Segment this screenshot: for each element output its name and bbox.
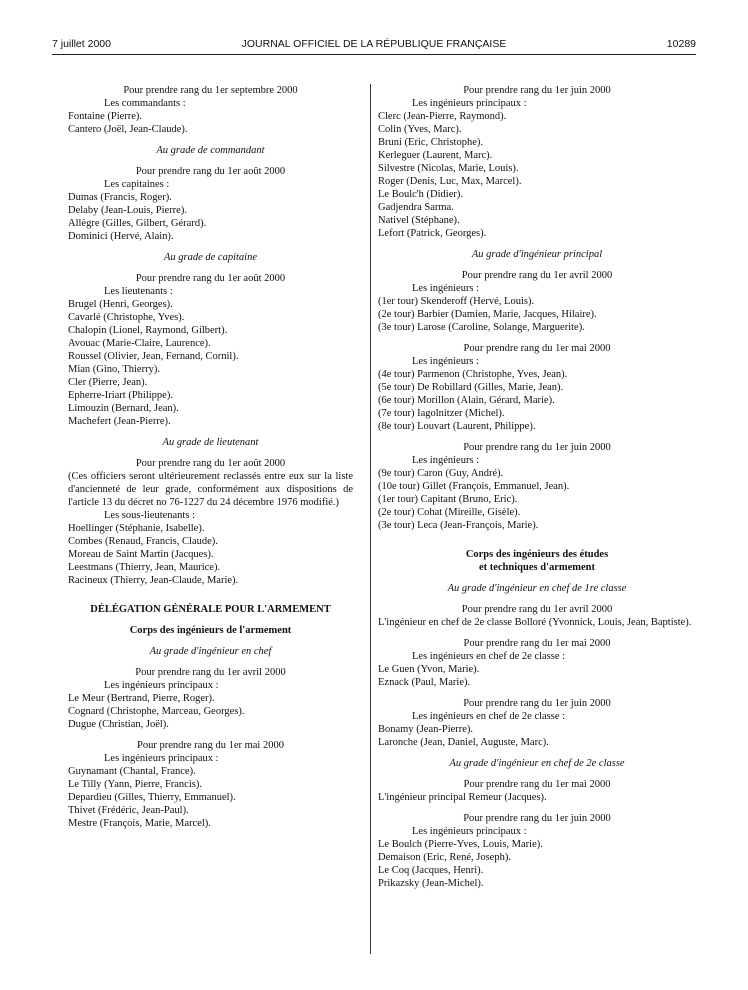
name-entry: (4e tour) Parmenon (Christophe, Yves, Jean). — [378, 369, 568, 380]
name-entry: Clerc (Jean-Pierre, Raymond). — [378, 111, 507, 122]
name-entry: Chalopin (Lionel, Raymond, Gilbert). — [68, 325, 228, 336]
name-entry: Allègre (Gilles, Gilbert, Gérard). — [68, 218, 207, 229]
rank-date-line: Pour prendre rang du 1er mai 2000 — [463, 343, 611, 354]
section-heading: et techniques d'armement — [478, 562, 596, 573]
name-entry: Nativel (Stéphane). — [378, 215, 460, 226]
name-entry: Roger (Denis, Luc, Max, Marcel). — [378, 176, 522, 187]
role-heading: Les commandants : — [104, 98, 186, 109]
journal-title: JOURNAL OFFICIEL DE LA RÉPUBLIQUE FRANÇAISE — [241, 38, 507, 50]
rank-date-line: Pour prendre rang du 1er juin 2000 — [463, 442, 611, 453]
section-heading: DÉLÉGATION GÉNÉRALE POUR L'ARMEMENT — [90, 604, 331, 615]
name-entry: Cler (Pierre, Jean). — [68, 377, 148, 388]
spacer — [68, 264, 353, 272]
role-heading: Les ingénieurs en chef de 2e classe : — [412, 651, 566, 662]
name-entry: Silvestre (Nicolas, Marie, Louis). — [378, 163, 519, 174]
spacer — [68, 243, 353, 251]
name-entry: Dugue (Christian, Joël). — [68, 719, 169, 730]
spacer — [378, 689, 696, 697]
rank-date-line: Pour prendre rang du 1er mai 2000 — [137, 740, 284, 751]
name-entry: L'ingénieur principal Remeur (Jacques). — [378, 792, 547, 803]
note-paragraph: (Ces officiers seront ultérieurement reclassés entre eux sur la liste d'ancienneté de leur grade, conformément aux dispositions de l'article 13 du décret no 76-1227 du 24 décembre 1976 modifié.) — [68, 471, 353, 508]
grade-heading: Au grade de commandant — [156, 145, 265, 156]
spacer — [68, 731, 353, 739]
name-entry: Moreau de Saint Martin (Jacques). — [68, 549, 214, 560]
name-entry: Le Meur (Bertrand, Pierre, Roger). — [68, 693, 215, 704]
name-entry: Dumas (Francis, Roger). — [68, 192, 172, 203]
name-entry: (1er tour) Skenderoff (Hervé, Louis). — [378, 296, 535, 307]
spacer — [68, 157, 353, 165]
spacer — [378, 261, 696, 269]
page-header — [52, 38, 696, 54]
role-heading: Les sous-lieutenants : — [104, 510, 195, 521]
section-heading: Corps des ingénieurs de l'armement — [129, 625, 292, 636]
spacer — [68, 616, 353, 624]
role-heading: Les ingénieurs principaux : — [412, 98, 527, 109]
rank-date-line: Pour prendre rang du 1er septembre 2000 — [123, 85, 298, 96]
section-heading: Corps des ingénieurs des études — [465, 549, 609, 560]
rank-date-line: Pour prendre rang du 1er août 2000 — [135, 166, 286, 177]
name-entry: Fontaine (Pierre). — [68, 111, 143, 122]
issue-date: 7 juillet 2000 — [52, 38, 111, 50]
spacer — [378, 804, 696, 812]
name-entry: Brugel (Henri, Georges). — [68, 299, 173, 310]
name-entry: Le Coq (Jacques, Henri). — [378, 865, 484, 876]
name-entry: Limouzin (Bernard, Jean). — [68, 403, 179, 414]
spacer — [378, 629, 696, 637]
name-entry: Delaby (Jean-Louis, Pierre). — [68, 205, 187, 216]
spacer — [378, 433, 696, 441]
name-entry: Combes (Renaud, Francis, Claude). — [68, 536, 218, 547]
name-entry: Mian (Gino, Thierry). — [68, 364, 160, 375]
rank-date-line: Pour prendre rang du 1er août 2000 — [135, 458, 286, 469]
name-entry: Gadjendra Sarma. — [378, 202, 454, 213]
name-entry: Le Boulch (Pierre-Yves, Louis, Marie). — [378, 839, 543, 850]
rank-date-line: Pour prendre rang du 1er avril 2000 — [461, 270, 613, 281]
grade-heading: Au grade d'ingénieur en chef — [149, 646, 272, 657]
name-entry: Roussel (Olivier, Jean, Fernand, Cornil). — [68, 351, 239, 362]
name-entry: Bonamy (Jean-Pierre). — [378, 724, 474, 735]
name-entry: Lefort (Patrick, Georges). — [378, 228, 487, 239]
spacer — [378, 240, 696, 248]
spacer — [68, 449, 353, 457]
name-entry: Epherre-Iriart (Philippe). — [68, 390, 173, 401]
role-heading: Les ingénieurs : — [412, 356, 480, 367]
rank-date-line: Pour prendre rang du 1er juin 2000 — [463, 85, 611, 96]
name-entry: Demaison (Eric, René, Joseph). — [378, 852, 511, 863]
rank-date-line: Pour prendre rang du 1er mai 2000 — [463, 638, 611, 649]
name-entry: Depardieu (Gilles, Thierry, Emmanuel). — [68, 792, 236, 803]
note-paragraph: L'ingénieur en chef de 2e classe Bolloré (Yvonnick, Louis, Jean, Baptiste). — [378, 617, 692, 628]
grade-heading: Au grade d'ingénieur principal — [471, 249, 603, 260]
spacer — [378, 540, 696, 548]
right-column — [378, 84, 696, 890]
grade-heading: Au grade de lieutenant — [162, 437, 259, 448]
role-heading: Les ingénieurs : — [412, 283, 480, 294]
name-entry: Le Tilly (Yann, Pierre, Francis). — [68, 779, 202, 790]
name-entry: Laronche (Jean, Daniel, Auguste, Marc). — [378, 737, 549, 748]
name-entry: (6e tour) Morillon (Alain, Gérard, Marie). — [378, 395, 555, 406]
spacer — [378, 532, 696, 540]
spacer — [68, 428, 353, 436]
name-entry: Bruni (Eric, Christophe). — [378, 137, 483, 148]
name-entry: Kerleguer (Laurent, Marc). — [378, 150, 493, 161]
name-entry: Le Boulc'h (Didier). — [378, 189, 463, 200]
spacer — [68, 637, 353, 645]
grade-heading: Au grade de capitaine — [163, 252, 258, 263]
name-entry: (2e tour) Barbier (Damien, Marie, Jacques, Hilaire). — [378, 309, 597, 320]
spacer — [378, 770, 696, 778]
spacer — [68, 136, 353, 144]
rank-date-line: Pour prendre rang du 1er avril 2000 — [461, 604, 613, 615]
name-entry: Eznack (Paul, Marie). — [378, 677, 471, 688]
name-entry: Colin (Yves, Marc). — [378, 124, 462, 135]
left-column — [68, 84, 353, 830]
page-number: 10289 — [666, 38, 696, 50]
name-entry: (2e tour) Cohat (Mireille, Gisèle). — [378, 507, 521, 518]
rank-date-line: Pour prendre rang du 1er juin 2000 — [463, 698, 611, 709]
name-entry: Guynamant (Chantal, France). — [68, 766, 196, 777]
name-entry: Mestre (François, Marie, Marcel). — [68, 818, 211, 829]
name-entry: Racineux (Thierry, Jean-Claude, Marie). — [68, 575, 239, 586]
name-entry: (5e tour) De Robillard (Gilles, Marie, Jean). — [378, 382, 564, 393]
name-entry: (3e tour) Larose (Caroline, Solange, Marguerite). — [378, 322, 585, 333]
spacer — [68, 587, 353, 595]
name-entry: (1er tour) Capitant (Bruno, Eric). — [378, 494, 518, 505]
name-entry: Machefert (Jean-Pierre). — [68, 416, 171, 427]
name-entry: (10e tour) Gillet (François, Emmanuel, Jean). — [378, 481, 570, 492]
name-entry: Hoellinger (Stéphanie, Isabelle). — [68, 523, 205, 534]
header-rule — [52, 54, 696, 55]
spacer — [378, 749, 696, 757]
name-entry: (3e tour) Leca (Jean-François, Marie). — [378, 520, 539, 531]
name-entry: Thivet (Frédéric, Jean-Paul). — [68, 805, 189, 816]
name-entry: (8e tour) Louvart (Laurent, Philippe). — [378, 421, 536, 432]
grade-heading: Au grade d'ingénieur en chef de 2e classe — [449, 758, 625, 769]
spacer — [378, 574, 696, 582]
name-entry: Dominici (Hervé, Alain). — [68, 231, 174, 242]
name-entry: Prikazsky (Jean-Michel). — [378, 878, 484, 889]
spacer — [378, 595, 696, 603]
role-heading: Les ingénieurs : — [412, 455, 480, 466]
name-entry: Cognard (Christophe, Marceau, Georges). — [68, 706, 245, 717]
role-heading: Les ingénieurs principaux : — [412, 826, 527, 837]
rank-date-line: Pour prendre rang du 1er mai 2000 — [463, 779, 611, 790]
spacer — [378, 334, 696, 342]
name-entry: Cavarlé (Christophe, Yves). — [68, 312, 185, 323]
name-entry: (9e tour) Caron (Guy, André). — [378, 468, 504, 479]
column-divider — [370, 84, 371, 954]
spacer — [68, 658, 353, 666]
role-heading: Les ingénieurs en chef de 2e classe : — [412, 711, 566, 722]
name-entry: Le Guen (Yvon, Marie). — [378, 664, 480, 675]
role-heading: Les ingénieurs principaux : — [104, 753, 219, 764]
name-entry: Cantero (Joël, Jean-Claude). — [68, 124, 188, 135]
spacer — [68, 595, 353, 603]
name-entry: Avouac (Marie-Claire, Laurence). — [68, 338, 211, 349]
rank-date-line: Pour prendre rang du 1er juin 2000 — [463, 813, 611, 824]
rank-date-line: Pour prendre rang du 1er avril 2000 — [135, 667, 286, 678]
grade-heading: Au grade d'ingénieur en chef de 1re classe — [447, 583, 627, 594]
role-heading: Les ingénieurs principaux : — [104, 680, 219, 691]
rank-date-line: Pour prendre rang du 1er août 2000 — [135, 273, 286, 284]
role-heading: Les capitaines : — [104, 179, 170, 190]
name-entry: (7e tour) Iagolnitzer (Michel). — [378, 408, 505, 419]
role-heading: Les lieutenants : — [104, 286, 173, 297]
name-entry: Leestmans (Thierry, Jean, Maurice). — [68, 562, 221, 573]
